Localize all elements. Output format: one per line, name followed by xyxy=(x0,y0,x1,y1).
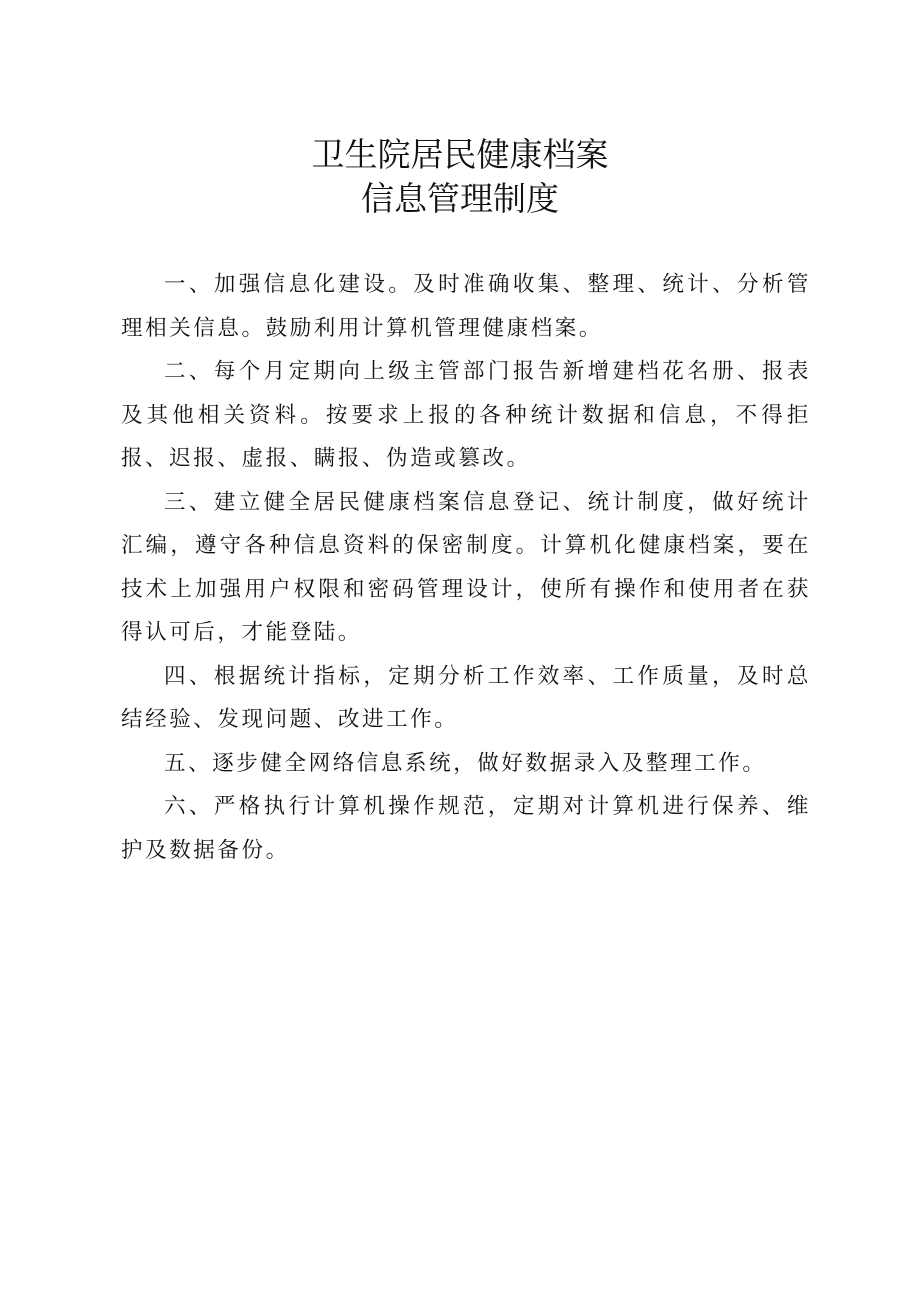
title-line-2: 信息管理制度 xyxy=(361,179,559,218)
document-title xyxy=(0,133,920,221)
paragraph-4: 四、根据统计指标，定期分析工作效率、工作质量，及时总结经验、发现问题、改进工作。 xyxy=(121,663,811,732)
paragraph-5: 五、逐步健全网络信息系统，做好数据录入及整理工作。 xyxy=(164,750,767,776)
paragraph-3: 三、建立健全居民健康档案信息登记、统计制度，做好统计汇编，遵守各种信息资料的保密制度。计算机化健康档案，要在技术上加强用户权限和密码管理设计，使所有操作和使用者在获得认可后，才能登陆。 xyxy=(121,489,811,645)
paragraph-2: 二、每个月定期向上级主管部门报告新增建档花名册、报表及其他相关资料。按要求上报的各种统计数据和信息，不得拒报、迟报、虚报、瞒报、伪造或篡改。 xyxy=(121,359,811,471)
paragraph-6: 六、严格执行计算机操作规范，定期对计算机进行保养、维护及数据备份。 xyxy=(121,794,811,863)
document-body xyxy=(121,263,811,872)
title-line-1: 卫生院居民健康档案 xyxy=(311,135,609,174)
paragraph-1: 一、加强信息化建设。及时准确收集、整理、统计、分析管理相关信息。鼓励利用计算机管理健康档案。 xyxy=(121,272,811,341)
